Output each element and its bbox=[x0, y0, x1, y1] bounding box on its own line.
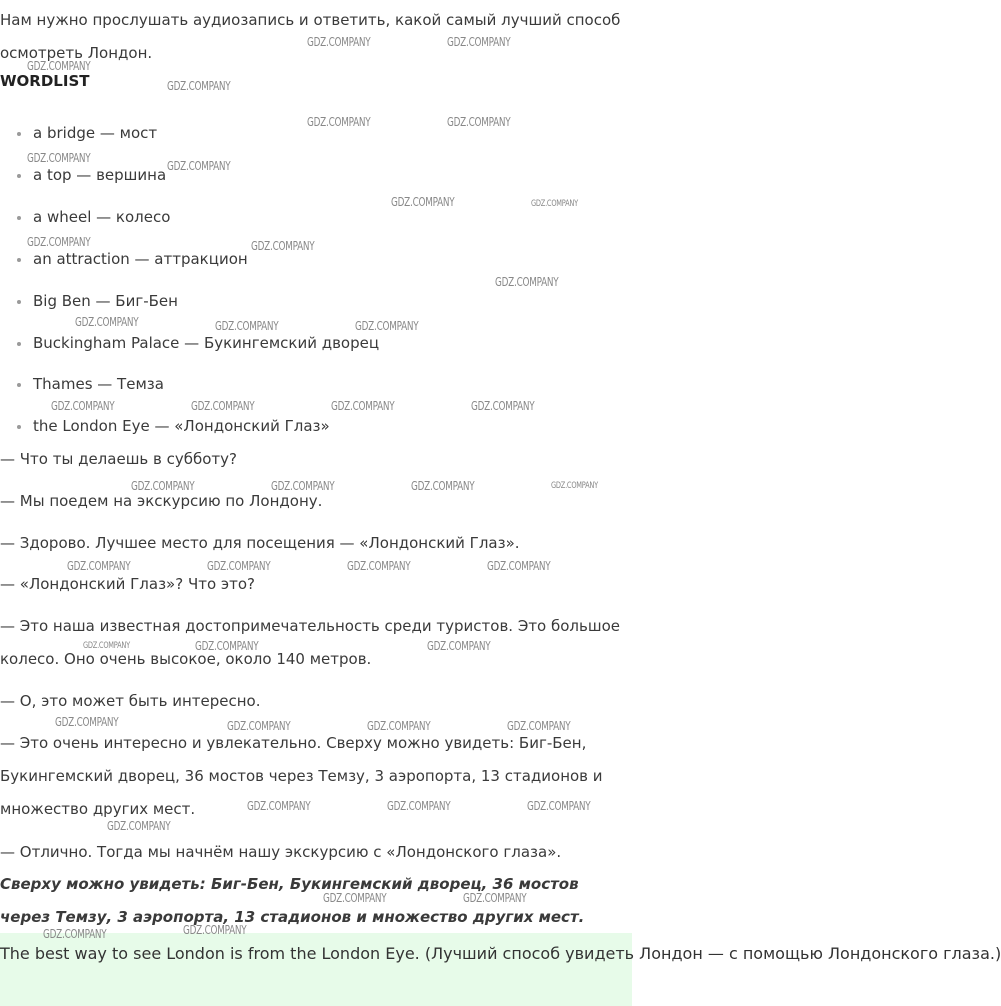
watermark: GDZ.COMPANY bbox=[167, 79, 231, 93]
document-page: Нам нужно прослушать аудиозапись и ответить, какой самый лучший способ осмотреть Лондон. WORDLIST a bridge — мост a top — вершина a wheel — колесо an attraction — аттракцион Big Ben — Биг-Бен Buckingham Palace — Букингемский дворец Thames — Темза the London Eye — «Лондонский Глаз» — Что ты делаешь в субботу? — Мы поедем на экскурсию по Лондону. — Здорово. Лучшее место для посещения — «Лондонский Глаз». — «Лондонский Глаз»? Что это? — Это наша известная достопримечательность среди туристов. Это большое колесо. Оно очень высокое, около 140 метров. — О, это может быть интересно. — Это очень интересно и увлекательно. Сверху можно увидеть: Биг-Бен, Букингемский дворец, 36 мостов через Темзу, 3 аэропорта, 13 стадионов и множество других мест. — Отлично. Тогда мы начнём нашу экскурсию с «Лондонского глаза». Сверху можно увидеть: Биг-Бен, Букингемский дворец, 36 мостов через Темзу, 3 аэропорта, 13 стадионов и множество других мест. The best way to see London is from the London Eye. (Лучший способ увидеть Лондон — с помощью Лондонского глаза.) GDZ.COMPANY GDZ.COMPANY GDZ.COMPANY GDZ.COMPANY GDZ.COMPANY GDZ.COMPANY GDZ.COMPANY GDZ.COMPANY GDZ.COMPANY GDZ.COMPANY GDZ.COMPANY GDZ.COMPANY GDZ.COMPANY GDZ.COMPANY GDZ.COMPANY GDZ.COMPANY GDZ.COMPANY GDZ.COMPANY GDZ.COMPANY GDZ.COMPANY GDZ.COMPANY GDZ.COMPANY GDZ.COMPANY GDZ.COMPANY GDZ.COMPANY GDZ.COMPANY GDZ.COMPANY GDZ.COMPANY GDZ.COMPANY GDZ.COMPANY GDZ.COMPANY GDZ.COMPANY GDZ.COMPANY GDZ.COMPANY GDZ.COMPANY GDZ.COMPANY GDZ.COMPANY GDZ.COMPANY GDZ.COMPANY GDZ.COMPANY GDZ.COMPANY GDZ.COMPANY GDZ.COMPANY bbox=[0, 0, 632, 1006]
watermark: GDZ.COMPANY bbox=[427, 639, 491, 653]
watermark: GDZ.COMPANY bbox=[271, 479, 335, 493]
highlight-sentence: Сверху можно увидеть: Биг-Бен, Букингемский дворец, 36 мостов через Темзу, 3 аэропорта, 13 стадионов и множество других мест. bbox=[0, 875, 585, 926]
watermark: GDZ.COMPANY bbox=[27, 59, 91, 73]
watermark: GDZ.COMPANY bbox=[347, 559, 411, 573]
watermark: GDZ.COMPANY bbox=[107, 819, 171, 833]
watermark: GDZ.COMPANY bbox=[43, 927, 107, 941]
bullet-icon bbox=[17, 258, 21, 262]
watermark: GDZ.COMPANY bbox=[207, 559, 271, 573]
dialogue-line: — Это наша известная достопримечательность среди туристов. Это большое колесо. Оно очень высокое, около 140 метров. bbox=[0, 617, 620, 668]
watermark: GDZ.COMPANY bbox=[367, 719, 431, 733]
dialogue-line: — Мы поедем на экскурсию по Лондону. bbox=[0, 492, 323, 510]
watermark: GDZ.COMPANY bbox=[227, 719, 291, 733]
watermark: GDZ.COMPANY bbox=[331, 399, 395, 413]
dialogue-line: — Что ты делаешь в субботу? bbox=[0, 450, 238, 468]
watermark: GDZ.COMPANY bbox=[67, 559, 131, 573]
watermark: GDZ.COMPANY bbox=[471, 399, 535, 413]
watermark: GDZ.COMPANY bbox=[495, 275, 559, 289]
bullet-icon bbox=[17, 342, 21, 346]
watermark: GDZ.COMPANY bbox=[527, 799, 591, 813]
watermark: GDZ.COMPANY bbox=[131, 479, 195, 493]
watermark: GDZ.COMPANY bbox=[167, 159, 231, 173]
watermark: GDZ.COMPANY bbox=[323, 891, 387, 905]
answer-text: The best way to see London is from the London Eye. (Лучший способ увидеть Лондон — с помощью Лондонского глаза.) bbox=[0, 944, 1001, 963]
watermark: GDZ.COMPANY bbox=[247, 799, 311, 813]
watermark: GDZ.COMPANY bbox=[507, 719, 571, 733]
watermark: GDZ.COMPANY bbox=[195, 639, 259, 653]
watermark: GDZ.COMPANY bbox=[27, 235, 91, 249]
watermark: GDZ.COMPANY bbox=[411, 479, 475, 493]
watermark: GDZ.COMPANY bbox=[75, 315, 139, 329]
watermark: GDZ.COMPANY bbox=[183, 923, 247, 937]
dialogue-line: — Отлично. Тогда мы начнём нашу экскурсию с «Лондонского глаза». bbox=[0, 843, 562, 861]
watermark: GDZ.COMPANY bbox=[83, 641, 130, 651]
watermark: GDZ.COMPANY bbox=[51, 399, 115, 413]
dialogue-line: — «Лондонский Глаз»? Что это? bbox=[0, 575, 256, 593]
watermark: GDZ.COMPANY bbox=[391, 195, 455, 209]
bullet-icon bbox=[17, 132, 21, 136]
intro-text: Нам нужно прослушать аудиозапись и ответить, какой самый лучший способ осмотреть Лондон. bbox=[0, 11, 621, 62]
watermark: GDZ.COMPANY bbox=[551, 481, 598, 491]
dialogue-line: — Здорово. Лучшее место для посещения — «Лондонский Глаз». bbox=[0, 534, 520, 552]
watermark: GDZ.COMPANY bbox=[463, 891, 527, 905]
bullet-icon bbox=[17, 425, 21, 429]
wordlist-heading: WORDLIST bbox=[0, 72, 90, 90]
watermark: GDZ.COMPANY bbox=[191, 399, 255, 413]
watermark: GDZ.COMPANY bbox=[215, 319, 279, 333]
watermark: GDZ.COMPANY bbox=[447, 115, 511, 129]
watermark: GDZ.COMPANY bbox=[251, 239, 315, 253]
watermark: GDZ.COMPANY bbox=[531, 199, 578, 209]
bullet-icon bbox=[17, 383, 21, 387]
watermark: GDZ.COMPANY bbox=[55, 715, 119, 729]
bullet-icon bbox=[17, 174, 21, 178]
watermark: GDZ.COMPANY bbox=[355, 319, 419, 333]
dialogue-line: — Это очень интересно и увлекательно. Сверху можно увидеть: Биг-Бен, Букингемский дворец, 36 мостов через Темзу, 3 аэропорта, 13 стадионов и множество других мест. bbox=[0, 734, 603, 818]
watermark: GDZ.COMPANY bbox=[447, 35, 511, 49]
watermark: GDZ.COMPANY bbox=[487, 559, 551, 573]
watermark: GDZ.COMPANY bbox=[27, 151, 91, 165]
dialogue-line: — О, это может быть интересно. bbox=[0, 692, 261, 710]
watermark: GDZ.COMPANY bbox=[387, 799, 451, 813]
bullet-icon bbox=[17, 300, 21, 304]
answer-box bbox=[0, 933, 1001, 1006]
bullet-icon bbox=[17, 216, 21, 220]
watermark: GDZ.COMPANY bbox=[307, 35, 371, 49]
watermark: GDZ.COMPANY bbox=[307, 115, 371, 129]
